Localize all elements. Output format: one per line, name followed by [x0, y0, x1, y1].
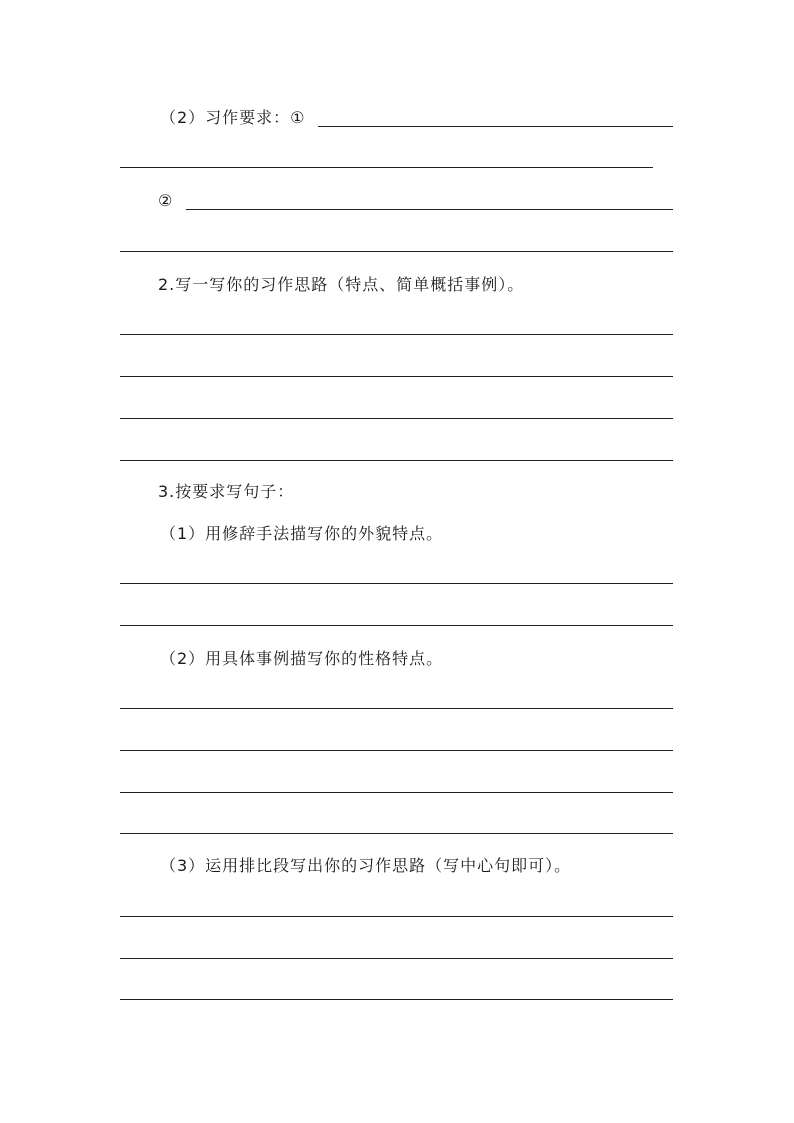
answer-line[interactable] — [120, 999, 673, 1000]
question-3-sub-2: （2）用具体事例描写你的性格特点。 — [160, 649, 444, 668]
answer-line[interactable] — [120, 167, 653, 168]
answer-line[interactable] — [120, 916, 673, 917]
answer-line[interactable] — [120, 792, 673, 793]
requirements-label: （2）习作要求：① — [160, 108, 306, 127]
question-2-label: 2.写一写你的习作思路（特点、简单概括事例）。 — [158, 275, 525, 294]
answer-line[interactable] — [120, 376, 673, 377]
answer-line[interactable] — [120, 625, 673, 626]
answer-line[interactable] — [120, 583, 673, 584]
answer-line[interactable] — [120, 708, 673, 709]
question-3-label: 3.按要求写句子： — [158, 482, 295, 501]
answer-line[interactable] — [120, 251, 673, 252]
question-3-sub-3: （3）运用排比段写出你的习作思路（写中心句即可）。 — [160, 856, 572, 875]
answer-line[interactable] — [120, 833, 673, 834]
answer-line[interactable] — [120, 334, 673, 335]
answer-line[interactable] — [120, 460, 673, 461]
answer-line[interactable] — [120, 958, 673, 959]
answer-line[interactable] — [120, 418, 673, 419]
requirement-item-2-marker: ② — [158, 191, 174, 210]
answer-line[interactable] — [318, 126, 673, 127]
answer-line[interactable] — [186, 209, 673, 210]
answer-line[interactable] — [120, 750, 673, 751]
question-3-sub-1: （1）用修辞手法描写你的外貌特点。 — [160, 524, 444, 543]
